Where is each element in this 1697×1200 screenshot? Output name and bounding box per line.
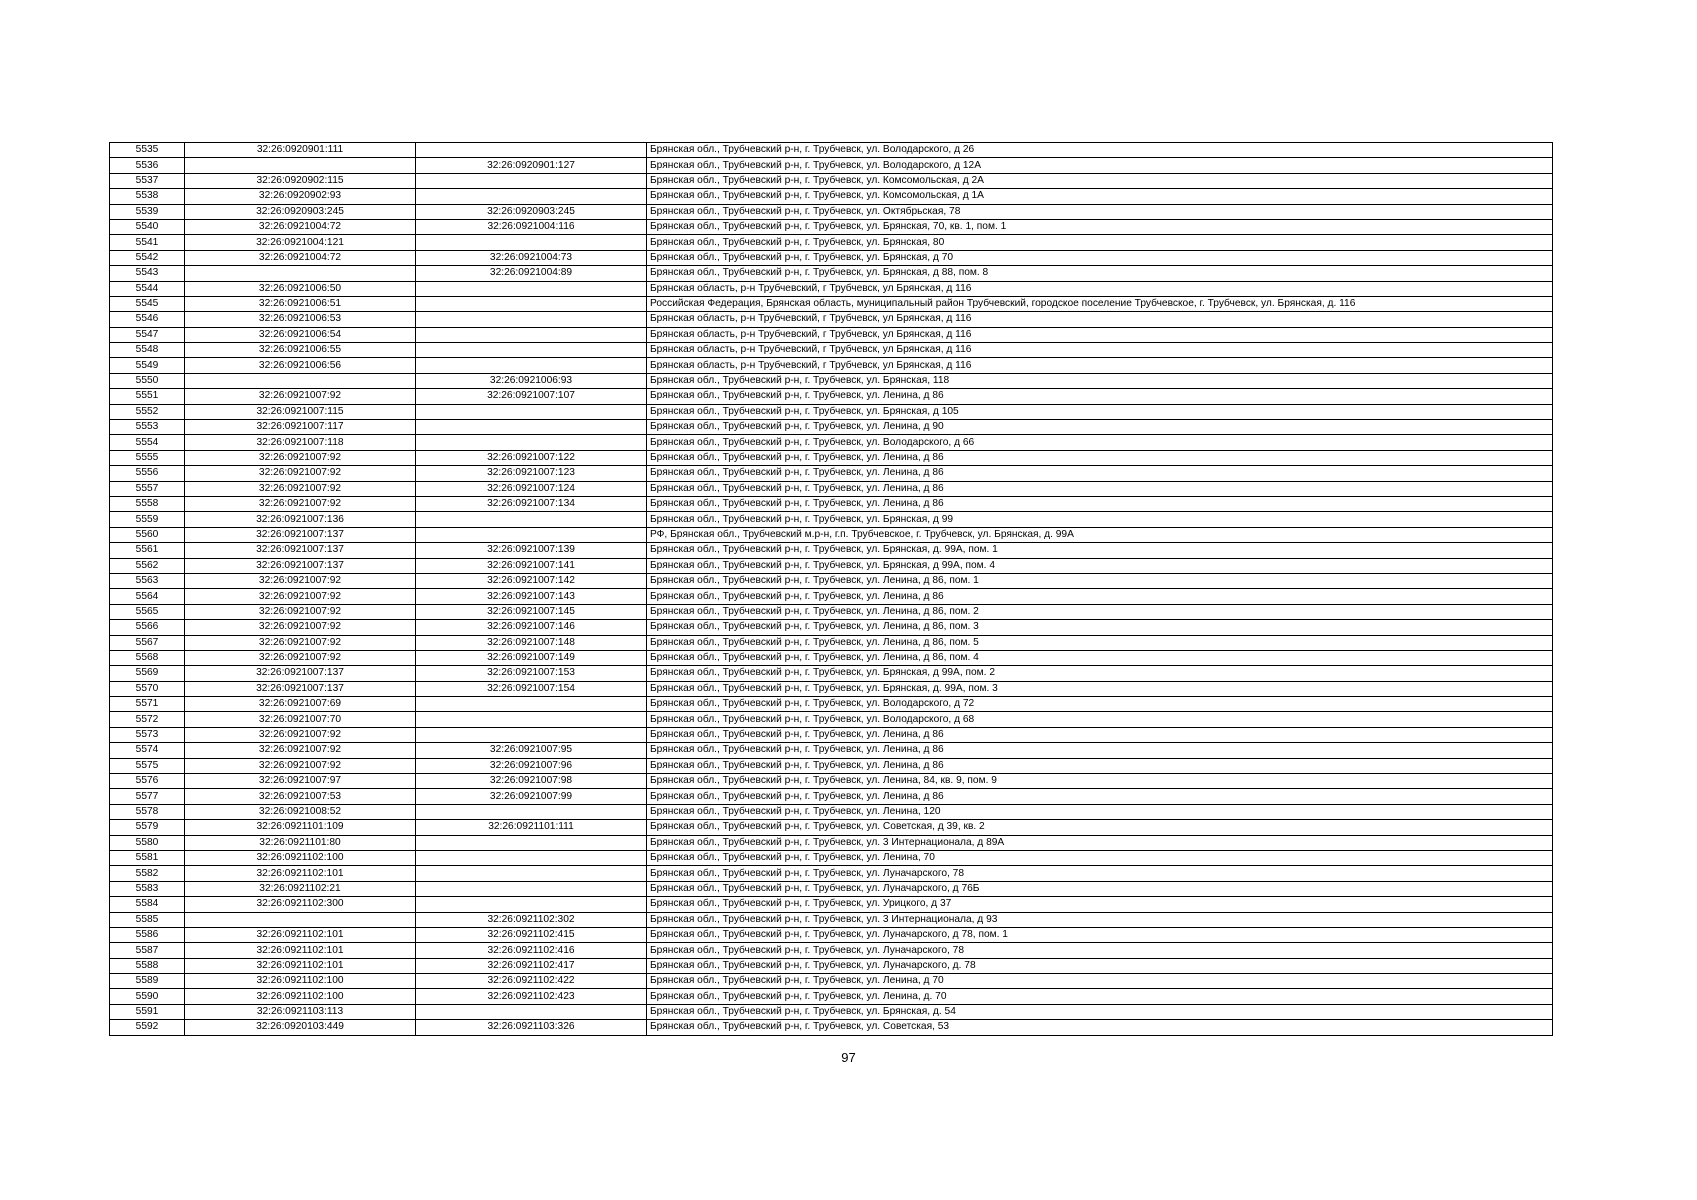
address-cell: Брянская обл., Трубчевский р-н, г. Трубчевск, ул. Ленина, д 90 xyxy=(647,420,1553,435)
address-cell: Брянская обл., Трубчевский р-н, г. Трубчевск, ул. Брянская, 118 xyxy=(647,373,1553,388)
row-number-cell: 5538 xyxy=(110,189,185,204)
row-number-cell: 5546 xyxy=(110,312,185,327)
address-cell: Брянская обл., Трубчевский р-н, г. Трубчевск, ул. Ленина, д 86 xyxy=(647,496,1553,511)
address-cell: Брянская обл., Трубчевский р-н, г. Трубчевск, ул. Ленина, д 86, пом. 5 xyxy=(647,635,1553,650)
table-row xyxy=(110,866,1553,881)
row-number-cell: 5535 xyxy=(110,143,185,158)
address-cell: Брянская обл., Трубчевский р-н, г. Трубчевск, ул. Ленина, д 86, пом. 1 xyxy=(647,573,1553,588)
row-number-cell: 5577 xyxy=(110,789,185,804)
object-cadastral-number-cell: 32:26:0921007:123 xyxy=(416,466,647,481)
address-cell: Брянская обл., Трубчевский р-н, г. Трубчевск, ул. Володарского, д 26 xyxy=(647,143,1553,158)
table-row xyxy=(110,389,1553,404)
object-cadastral-number-cell: 32:26:0920901:127 xyxy=(416,158,647,173)
address-cell: Брянская обл., Трубчевский р-н, г. Трубчевск, ул. Брянская, д 88, пом. 8 xyxy=(647,266,1553,281)
object-cadastral-number-cell xyxy=(416,281,647,296)
row-number-cell: 5574 xyxy=(110,743,185,758)
row-number-cell: 5563 xyxy=(110,573,185,588)
object-cadastral-number-cell: 32:26:0921007:134 xyxy=(416,496,647,511)
object-cadastral-number-cell: 32:26:0921007:124 xyxy=(416,481,647,496)
address-cell: Брянская обл., Трубчевский р-н, г. Трубчевск, ул. Володарского, д 12А xyxy=(647,158,1553,173)
cadastral-number-cell: 32:26:0921007:137 xyxy=(185,527,416,542)
table-row xyxy=(110,250,1553,265)
cadastral-number-cell: 32:26:0921006:53 xyxy=(185,312,416,327)
table-row xyxy=(110,481,1553,496)
cadastral-number-cell: 32:26:0921102:101 xyxy=(185,943,416,958)
object-cadastral-number-cell xyxy=(416,835,647,850)
object-cadastral-number-cell xyxy=(416,866,647,881)
object-cadastral-number-cell: 32:26:0921006:93 xyxy=(416,373,647,388)
address-cell: Брянская обл., Трубчевский р-н, г. Трубчевск, ул. Советская, 53 xyxy=(647,1020,1553,1035)
address-cell: Брянская обл., Трубчевский р-н, г. Трубчевск, ул. Ленина, д 86, пом. 4 xyxy=(647,650,1553,665)
object-cadastral-number-cell: 32:26:0921004:116 xyxy=(416,219,647,234)
cadastral-number-cell: 32:26:0921102:101 xyxy=(185,866,416,881)
address-cell: Брянская обл., Трубчевский р-н, г. Трубчевск, ул. Комсомольская, д 2А xyxy=(647,173,1553,188)
object-cadastral-number-cell: 32:26:0921103:326 xyxy=(416,1020,647,1035)
cadastral-number-cell: 32:26:0921007:117 xyxy=(185,420,416,435)
address-cell: Брянская обл., Трубчевский р-н, г. Трубчевск, ул. Брянская, д. 54 xyxy=(647,1004,1553,1019)
cadastral-number-cell: 32:26:0921007:137 xyxy=(185,681,416,696)
row-number-cell: 5572 xyxy=(110,712,185,727)
object-cadastral-number-cell xyxy=(416,173,647,188)
cadastral-number-cell: 32:26:0920903:245 xyxy=(185,204,416,219)
table-row xyxy=(110,296,1553,311)
address-cell: Брянская обл., Трубчевский р-н, г. Трубчевск, ул. Ленина, д 86 xyxy=(647,789,1553,804)
object-cadastral-number-cell xyxy=(416,296,647,311)
table-row xyxy=(110,774,1553,789)
address-cell: Брянская обл., Трубчевский р-н, г. Трубчевск, ул. Советская, д 39, кв. 2 xyxy=(647,820,1553,835)
address-cell: Брянская обл., Трубчевский р-н, г. Трубчевск, ул. Ленина, д 86 xyxy=(647,389,1553,404)
row-number-cell: 5571 xyxy=(110,697,185,712)
object-cadastral-number-cell xyxy=(416,881,647,896)
row-number-cell: 5537 xyxy=(110,173,185,188)
address-cell: Брянская обл., Трубчевский р-н, г. Трубчевск, ул. Ленина, д. 70 xyxy=(647,989,1553,1004)
cadastral-number-cell: 32:26:0921007:92 xyxy=(185,450,416,465)
cadastral-number-cell: 32:26:0921004:72 xyxy=(185,250,416,265)
address-cell: Брянская обл., Трубчевский р-н, г. Трубчевск, ул. Брянская, 80 xyxy=(647,235,1553,250)
address-cell: Брянская обл., Трубчевский р-н, г. Трубчевск, ул. Володарского, д 68 xyxy=(647,712,1553,727)
row-number-cell: 5539 xyxy=(110,204,185,219)
row-number-cell: 5547 xyxy=(110,327,185,342)
address-cell: Брянская обл., Трубчевский р-н, г. Трубчевск, ул. Володарского, д 72 xyxy=(647,697,1553,712)
table-row xyxy=(110,435,1553,450)
cadastral-number-cell: 32:26:0921007:115 xyxy=(185,404,416,419)
row-number-cell: 5553 xyxy=(110,420,185,435)
object-cadastral-number-cell: 32:26:0921101:111 xyxy=(416,820,647,835)
row-number-cell: 5579 xyxy=(110,820,185,835)
row-number-cell: 5550 xyxy=(110,373,185,388)
object-cadastral-number-cell: 32:26:0921102:423 xyxy=(416,989,647,1004)
address-cell: Брянская обл., Трубчевский р-н, г. Трубчевск, ул. Ленина, д 86 xyxy=(647,589,1553,604)
cadastral-number-cell: 32:26:0921007:92 xyxy=(185,573,416,588)
cadastral-number-cell xyxy=(185,912,416,927)
row-number-cell: 5591 xyxy=(110,1004,185,1019)
table-row xyxy=(110,743,1553,758)
row-number-cell: 5552 xyxy=(110,404,185,419)
row-number-cell: 5542 xyxy=(110,250,185,265)
object-cadastral-number-cell: 32:26:0921007:146 xyxy=(416,620,647,635)
address-cell: Брянская обл., Трубчевский р-н, г. Трубчевск, ул. Брянская, д. 99А, пом. 3 xyxy=(647,681,1553,696)
table-row xyxy=(110,1004,1553,1019)
row-number-cell: 5566 xyxy=(110,620,185,635)
address-cell: Брянская обл., Трубчевский р-н, г. Трубчевск, ул. 3 Интернационала, д 89А xyxy=(647,835,1553,850)
object-cadastral-number-cell: 32:26:0921004:89 xyxy=(416,266,647,281)
address-cell: Брянская обл., Трубчевский р-н, г. Трубчевск, ул. Брянская, д. 99А, пом. 1 xyxy=(647,543,1553,558)
table-row xyxy=(110,204,1553,219)
cadastral-number-cell: 32:26:0921007:92 xyxy=(185,589,416,604)
table-row xyxy=(110,558,1553,573)
cadastral-number-cell: 32:26:0921006:54 xyxy=(185,327,416,342)
row-number-cell: 5565 xyxy=(110,604,185,619)
cadastral-number-cell: 32:26:0921007:92 xyxy=(185,743,416,758)
table-row xyxy=(110,420,1553,435)
cadastral-number-cell: 32:26:0921006:51 xyxy=(185,296,416,311)
address-cell: Брянская обл., Трубчевский р-н, г. Трубчевск, ул. Ленина, д 86 xyxy=(647,481,1553,496)
table-row xyxy=(110,343,1553,358)
row-number-cell: 5575 xyxy=(110,758,185,773)
address-cell: Брянская обл., Трубчевский р-н, г. Трубчевск, ул. Ленина, д 86 xyxy=(647,727,1553,742)
row-number-cell: 5560 xyxy=(110,527,185,542)
address-cell: Брянская область, р-н Трубчевский, г Трубчевск, ул Брянская, д 116 xyxy=(647,327,1553,342)
object-cadastral-number-cell xyxy=(416,343,647,358)
address-cell: Брянская обл., Трубчевский р-н, г. Трубчевск, ул. Ленина, 84, кв. 9, пом. 9 xyxy=(647,774,1553,789)
address-cell: Брянская обл., Трубчевский р-н, г. Трубчевск, ул. Луначарского, 78 xyxy=(647,943,1553,958)
table-row xyxy=(110,789,1553,804)
cadastral-number-cell: 32:26:0921007:92 xyxy=(185,466,416,481)
table-row xyxy=(110,758,1553,773)
table-row xyxy=(110,666,1553,681)
object-cadastral-number-cell xyxy=(416,435,647,450)
table-row xyxy=(110,281,1553,296)
cadastral-number-cell: 32:26:0921007:92 xyxy=(185,604,416,619)
object-cadastral-number-cell: 32:26:0921007:99 xyxy=(416,789,647,804)
table-row xyxy=(110,1020,1553,1035)
object-cadastral-number-cell xyxy=(416,697,647,712)
cadastral-number-cell: 32:26:0921007:53 xyxy=(185,789,416,804)
table-row xyxy=(110,512,1553,527)
row-number-cell: 5545 xyxy=(110,296,185,311)
row-number-cell: 5573 xyxy=(110,727,185,742)
cadastral-number-cell: 32:26:0921004:72 xyxy=(185,219,416,234)
table-row xyxy=(110,573,1553,588)
object-cadastral-number-cell xyxy=(416,404,647,419)
row-number-cell: 5576 xyxy=(110,774,185,789)
table-row xyxy=(110,358,1553,373)
table-row xyxy=(110,620,1553,635)
table-row xyxy=(110,712,1553,727)
table-row xyxy=(110,697,1553,712)
row-number-cell: 5569 xyxy=(110,666,185,681)
address-cell: Брянская область, р-н Трубчевский, г Трубчевск, ул Брянская, д 116 xyxy=(647,343,1553,358)
row-number-cell: 5551 xyxy=(110,389,185,404)
object-cadastral-number-cell: 32:26:0921007:139 xyxy=(416,543,647,558)
address-cell: Брянская обл., Трубчевский р-н, г. Трубчевск, ул. Брянская, д 99 xyxy=(647,512,1553,527)
table-row xyxy=(110,450,1553,465)
object-cadastral-number-cell xyxy=(416,327,647,342)
address-cell: Брянская область, р-н Трубчевский, г Трубчевск, ул Брянская, д 116 xyxy=(647,358,1553,373)
row-number-cell: 5544 xyxy=(110,281,185,296)
address-cell: Брянская обл., Трубчевский р-н, г. Трубчевск, ул. Луначарского, д. 78 xyxy=(647,958,1553,973)
address-cell: Брянская область, р-н Трубчевский, г Трубчевск, ул Брянская, д 116 xyxy=(647,312,1553,327)
cadastral-number-cell: 32:26:0921102:101 xyxy=(185,958,416,973)
object-cadastral-number-cell xyxy=(416,143,647,158)
table-row xyxy=(110,835,1553,850)
table-row xyxy=(110,650,1553,665)
table-row xyxy=(110,727,1553,742)
table-row xyxy=(110,466,1553,481)
object-cadastral-number-cell xyxy=(416,512,647,527)
address-cell: Брянская обл., Трубчевский р-н, г. Трубчевск, ул. 3 Интернационала, д 93 xyxy=(647,912,1553,927)
object-cadastral-number-cell xyxy=(416,897,647,912)
row-number-cell: 5561 xyxy=(110,543,185,558)
object-cadastral-number-cell xyxy=(416,235,647,250)
cadastral-number-cell: 32:26:0921007:136 xyxy=(185,512,416,527)
table-row xyxy=(110,881,1553,896)
table-row xyxy=(110,189,1553,204)
row-number-cell: 5592 xyxy=(110,1020,185,1035)
row-number-cell: 5556 xyxy=(110,466,185,481)
address-cell: Брянская обл., Трубчевский р-н, г. Трубчевск, ул. Луначарского, д 78, пом. 1 xyxy=(647,927,1553,942)
row-number-cell: 5584 xyxy=(110,897,185,912)
object-cadastral-number-cell xyxy=(416,312,647,327)
table-row xyxy=(110,912,1553,927)
object-cadastral-number-cell xyxy=(416,850,647,865)
cadastral-number-cell: 32:26:0921007:137 xyxy=(185,666,416,681)
object-cadastral-number-cell xyxy=(416,527,647,542)
object-cadastral-number-cell: 32:26:0921007:96 xyxy=(416,758,647,773)
row-number-cell: 5555 xyxy=(110,450,185,465)
cadastral-number-cell: 32:26:0920901:111 xyxy=(185,143,416,158)
table-row xyxy=(110,266,1553,281)
table-row xyxy=(110,235,1553,250)
object-cadastral-number-cell: 32:26:0921007:154 xyxy=(416,681,647,696)
cadastral-number-cell: 32:26:0921007:137 xyxy=(185,543,416,558)
table-row xyxy=(110,974,1553,989)
row-number-cell: 5585 xyxy=(110,912,185,927)
object-cadastral-number-cell: 32:26:0921007:141 xyxy=(416,558,647,573)
row-number-cell: 5536 xyxy=(110,158,185,173)
cadastral-number-cell: 32:26:0921008:52 xyxy=(185,804,416,819)
row-number-cell: 5562 xyxy=(110,558,185,573)
cadastral-number-cell: 32:26:0920902:115 xyxy=(185,173,416,188)
table-body xyxy=(110,143,1553,1036)
cadastral-number-cell: 32:26:0921102:21 xyxy=(185,881,416,896)
address-cell: Брянская обл., Трубчевский р-н, г. Трубчевск, ул. Ленина, 120 xyxy=(647,804,1553,819)
address-cell: Брянская обл., Трубчевский р-н, г. Трубчевск, ул. Брянская, д 99А, пом. 4 xyxy=(647,558,1553,573)
row-number-cell: 5567 xyxy=(110,635,185,650)
cadastral-number-cell: 32:26:0921007:137 xyxy=(185,558,416,573)
address-cell: Брянская обл., Трубчевский р-н, г. Трубчевск, ул. Брянская, д 99А, пом. 2 xyxy=(647,666,1553,681)
table-row xyxy=(110,373,1553,388)
table-row xyxy=(110,158,1553,173)
address-cell: Брянская обл., Трубчевский р-н, г. Трубчевск, ул. Ленина, д 86 xyxy=(647,466,1553,481)
row-number-cell: 5590 xyxy=(110,989,185,1004)
cadastral-number-cell: 32:26:0921007:118 xyxy=(185,435,416,450)
table-row xyxy=(110,219,1553,234)
cadastral-number-cell: 32:26:0921102:101 xyxy=(185,927,416,942)
object-cadastral-number-cell: 32:26:0921102:416 xyxy=(416,943,647,958)
object-cadastral-number-cell: 32:26:0921007:148 xyxy=(416,635,647,650)
address-cell: Брянская обл., Трубчевский р-н, г. Трубчевск, ул. Володарского, д 66 xyxy=(647,435,1553,450)
table-row xyxy=(110,173,1553,188)
cadastral-number-cell xyxy=(185,266,416,281)
cadastral-number-cell: 32:26:0921007:92 xyxy=(185,635,416,650)
table-row xyxy=(110,143,1553,158)
cadastral-number-cell: 32:26:0921007:92 xyxy=(185,650,416,665)
table-row xyxy=(110,958,1553,973)
address-cell: Брянская обл., Трубчевский р-н, г. Трубчевск, ул. Ленина, д 86 xyxy=(647,743,1553,758)
cadastral-number-cell xyxy=(185,373,416,388)
cadastral-number-cell: 32:26:0921102:100 xyxy=(185,850,416,865)
object-cadastral-number-cell xyxy=(416,727,647,742)
row-number-cell: 5589 xyxy=(110,974,185,989)
object-cadastral-number-cell: 32:26:0920903:245 xyxy=(416,204,647,219)
address-cell: Брянская обл., Трубчевский р-н, г. Трубчевск, ул. Брянская, д 105 xyxy=(647,404,1553,419)
row-number-cell: 5548 xyxy=(110,343,185,358)
object-cadastral-number-cell: 32:26:0921004:73 xyxy=(416,250,647,265)
object-cadastral-number-cell: 32:26:0921102:302 xyxy=(416,912,647,927)
table-row xyxy=(110,589,1553,604)
address-cell: Брянская обл., Трубчевский р-н, г. Трубчевск, ул. Урицкого, д 37 xyxy=(647,897,1553,912)
object-cadastral-number-cell: 32:26:0921007:143 xyxy=(416,589,647,604)
row-number-cell: 5583 xyxy=(110,881,185,896)
address-cell: РФ, Брянская обл., Трубчевский м.р-н, г.п. Трубчевское, г. Трубчевск, ул. Брянская, д. 99А xyxy=(647,527,1553,542)
cadastral-number-cell: 32:26:0921007:92 xyxy=(185,496,416,511)
object-cadastral-number-cell: 32:26:0921102:415 xyxy=(416,927,647,942)
object-cadastral-number-cell xyxy=(416,1004,647,1019)
object-cadastral-number-cell xyxy=(416,189,647,204)
cadastral-number-cell: 32:26:0921007:69 xyxy=(185,697,416,712)
table-row xyxy=(110,850,1553,865)
table-row xyxy=(110,681,1553,696)
cadastral-number-cell: 32:26:0921101:109 xyxy=(185,820,416,835)
cadastral-number-cell: 32:26:0921007:70 xyxy=(185,712,416,727)
object-cadastral-number-cell: 32:26:0921007:153 xyxy=(416,666,647,681)
table-row xyxy=(110,543,1553,558)
row-number-cell: 5554 xyxy=(110,435,185,450)
address-cell: Брянская обл., Трубчевский р-н, г. Трубчевск, ул. Ленина, д 70 xyxy=(647,974,1553,989)
row-number-cell: 5564 xyxy=(110,589,185,604)
object-cadastral-number-cell: 32:26:0921007:107 xyxy=(416,389,647,404)
cadastral-number-cell: 32:26:0921006:50 xyxy=(185,281,416,296)
cadastral-number-cell: 32:26:0921101:80 xyxy=(185,835,416,850)
table-row xyxy=(110,820,1553,835)
object-cadastral-number-cell: 32:26:0921007:95 xyxy=(416,743,647,758)
row-number-cell: 5570 xyxy=(110,681,185,696)
object-cadastral-number-cell: 32:26:0921007:98 xyxy=(416,774,647,789)
address-cell: Брянская обл., Трубчевский р-н, г. Трубчевск, ул. Брянская, д 70 xyxy=(647,250,1553,265)
row-number-cell: 5588 xyxy=(110,958,185,973)
cadastral-number-cell: 32:26:0921006:55 xyxy=(185,343,416,358)
table-row xyxy=(110,943,1553,958)
register-table xyxy=(109,142,1553,1036)
row-number-cell: 5557 xyxy=(110,481,185,496)
object-cadastral-number-cell: 32:26:0921102:417 xyxy=(416,958,647,973)
address-cell: Брянская обл., Трубчевский р-н, г. Трубчевск, ул. Луначарского, д 76Б xyxy=(647,881,1553,896)
address-cell: Брянская обл., Трубчевский р-н, г. Трубчевск, ул. Брянская, 70, кв. 1, пом. 1 xyxy=(647,219,1553,234)
row-number-cell: 5541 xyxy=(110,235,185,250)
address-cell: Брянская обл., Трубчевский р-н, г. Трубчевск, ул. Ленина, д 86 xyxy=(647,758,1553,773)
row-number-cell: 5581 xyxy=(110,850,185,865)
cadastral-number-cell: 32:26:0921007:97 xyxy=(185,774,416,789)
address-cell: Брянская обл., Трубчевский р-н, г. Трубчевск, ул. Луначарского, 78 xyxy=(647,866,1553,881)
address-cell: Брянская обл., Трубчевский р-н, г. Трубчевск, ул. Ленина, д 86, пом. 3 xyxy=(647,620,1553,635)
row-number-cell: 5580 xyxy=(110,835,185,850)
object-cadastral-number-cell xyxy=(416,712,647,727)
row-number-cell: 5582 xyxy=(110,866,185,881)
table-row xyxy=(110,989,1553,1004)
row-number-cell: 5586 xyxy=(110,927,185,942)
address-cell: Брянская обл., Трубчевский р-н, г. Трубчевск, ул. Ленина, д 86 xyxy=(647,450,1553,465)
row-number-cell: 5587 xyxy=(110,943,185,958)
cadastral-number-cell: 32:26:0921007:92 xyxy=(185,389,416,404)
table-row xyxy=(110,927,1553,942)
object-cadastral-number-cell: 32:26:0921007:145 xyxy=(416,604,647,619)
object-cadastral-number-cell: 32:26:0921102:422 xyxy=(416,974,647,989)
object-cadastral-number-cell xyxy=(416,420,647,435)
cadastral-number-cell: 32:26:0921007:92 xyxy=(185,620,416,635)
cadastral-number-cell: 32:26:0920103:449 xyxy=(185,1020,416,1035)
cadastral-number-cell: 32:26:0921102:100 xyxy=(185,974,416,989)
object-cadastral-number-cell: 32:26:0921007:149 xyxy=(416,650,647,665)
cadastral-number-cell xyxy=(185,158,416,173)
address-cell: Российская Федерация, Брянская область, муниципальный район Трубчевский, городское поселение Трубчевское, г. Трубчевск, ул. Брянская, д. 116 xyxy=(647,296,1553,311)
row-number-cell: 5578 xyxy=(110,804,185,819)
row-number-cell: 5568 xyxy=(110,650,185,665)
table-row xyxy=(110,804,1553,819)
cadastral-number-cell: 32:26:0921004:121 xyxy=(185,235,416,250)
row-number-cell: 5549 xyxy=(110,358,185,373)
cadastral-number-cell: 32:26:0921007:92 xyxy=(185,758,416,773)
row-number-cell: 5558 xyxy=(110,496,185,511)
row-number-cell: 5559 xyxy=(110,512,185,527)
row-number-cell: 5543 xyxy=(110,266,185,281)
address-cell: Брянская обл., Трубчевский р-н, г. Трубчевск, ул. Ленина, д 86, пом. 2 xyxy=(647,604,1553,619)
object-cadastral-number-cell: 32:26:0921007:142 xyxy=(416,573,647,588)
cadastral-number-cell: 32:26:0921102:100 xyxy=(185,989,416,1004)
object-cadastral-number-cell xyxy=(416,804,647,819)
cadastral-number-cell: 32:26:0921006:56 xyxy=(185,358,416,373)
object-cadastral-number-cell: 32:26:0921007:122 xyxy=(416,450,647,465)
object-cadastral-number-cell xyxy=(416,358,647,373)
address-cell: Брянская обл., Трубчевский р-н, г. Трубчевск, ул. Комсомольская, д 1А xyxy=(647,189,1553,204)
cadastral-number-cell: 32:26:0921007:92 xyxy=(185,727,416,742)
page-number: 97 xyxy=(841,1050,856,1065)
table-row xyxy=(110,897,1553,912)
cadastral-number-cell: 32:26:0921007:92 xyxy=(185,481,416,496)
table-row xyxy=(110,404,1553,419)
table-row xyxy=(110,496,1553,511)
cadastral-number-cell: 32:26:0920902:93 xyxy=(185,189,416,204)
address-cell: Брянская обл., Трубчевский р-н, г. Трубчевск, ул. Октябрьская, 78 xyxy=(647,204,1553,219)
cadastral-number-cell: 32:26:0921102:300 xyxy=(185,897,416,912)
table-row xyxy=(110,635,1553,650)
cadastral-number-cell: 32:26:0921103:113 xyxy=(185,1004,416,1019)
table-row xyxy=(110,604,1553,619)
address-cell: Брянская область, р-н Трубчевский, г Трубчевск, ул Брянская, д 116 xyxy=(647,281,1553,296)
table-row xyxy=(110,527,1553,542)
row-number-cell: 5540 xyxy=(110,219,185,234)
table-row xyxy=(110,312,1553,327)
address-cell: Брянская обл., Трубчевский р-н, г. Трубчевск, ул. Ленина, 70 xyxy=(647,850,1553,865)
table-row xyxy=(110,327,1553,342)
